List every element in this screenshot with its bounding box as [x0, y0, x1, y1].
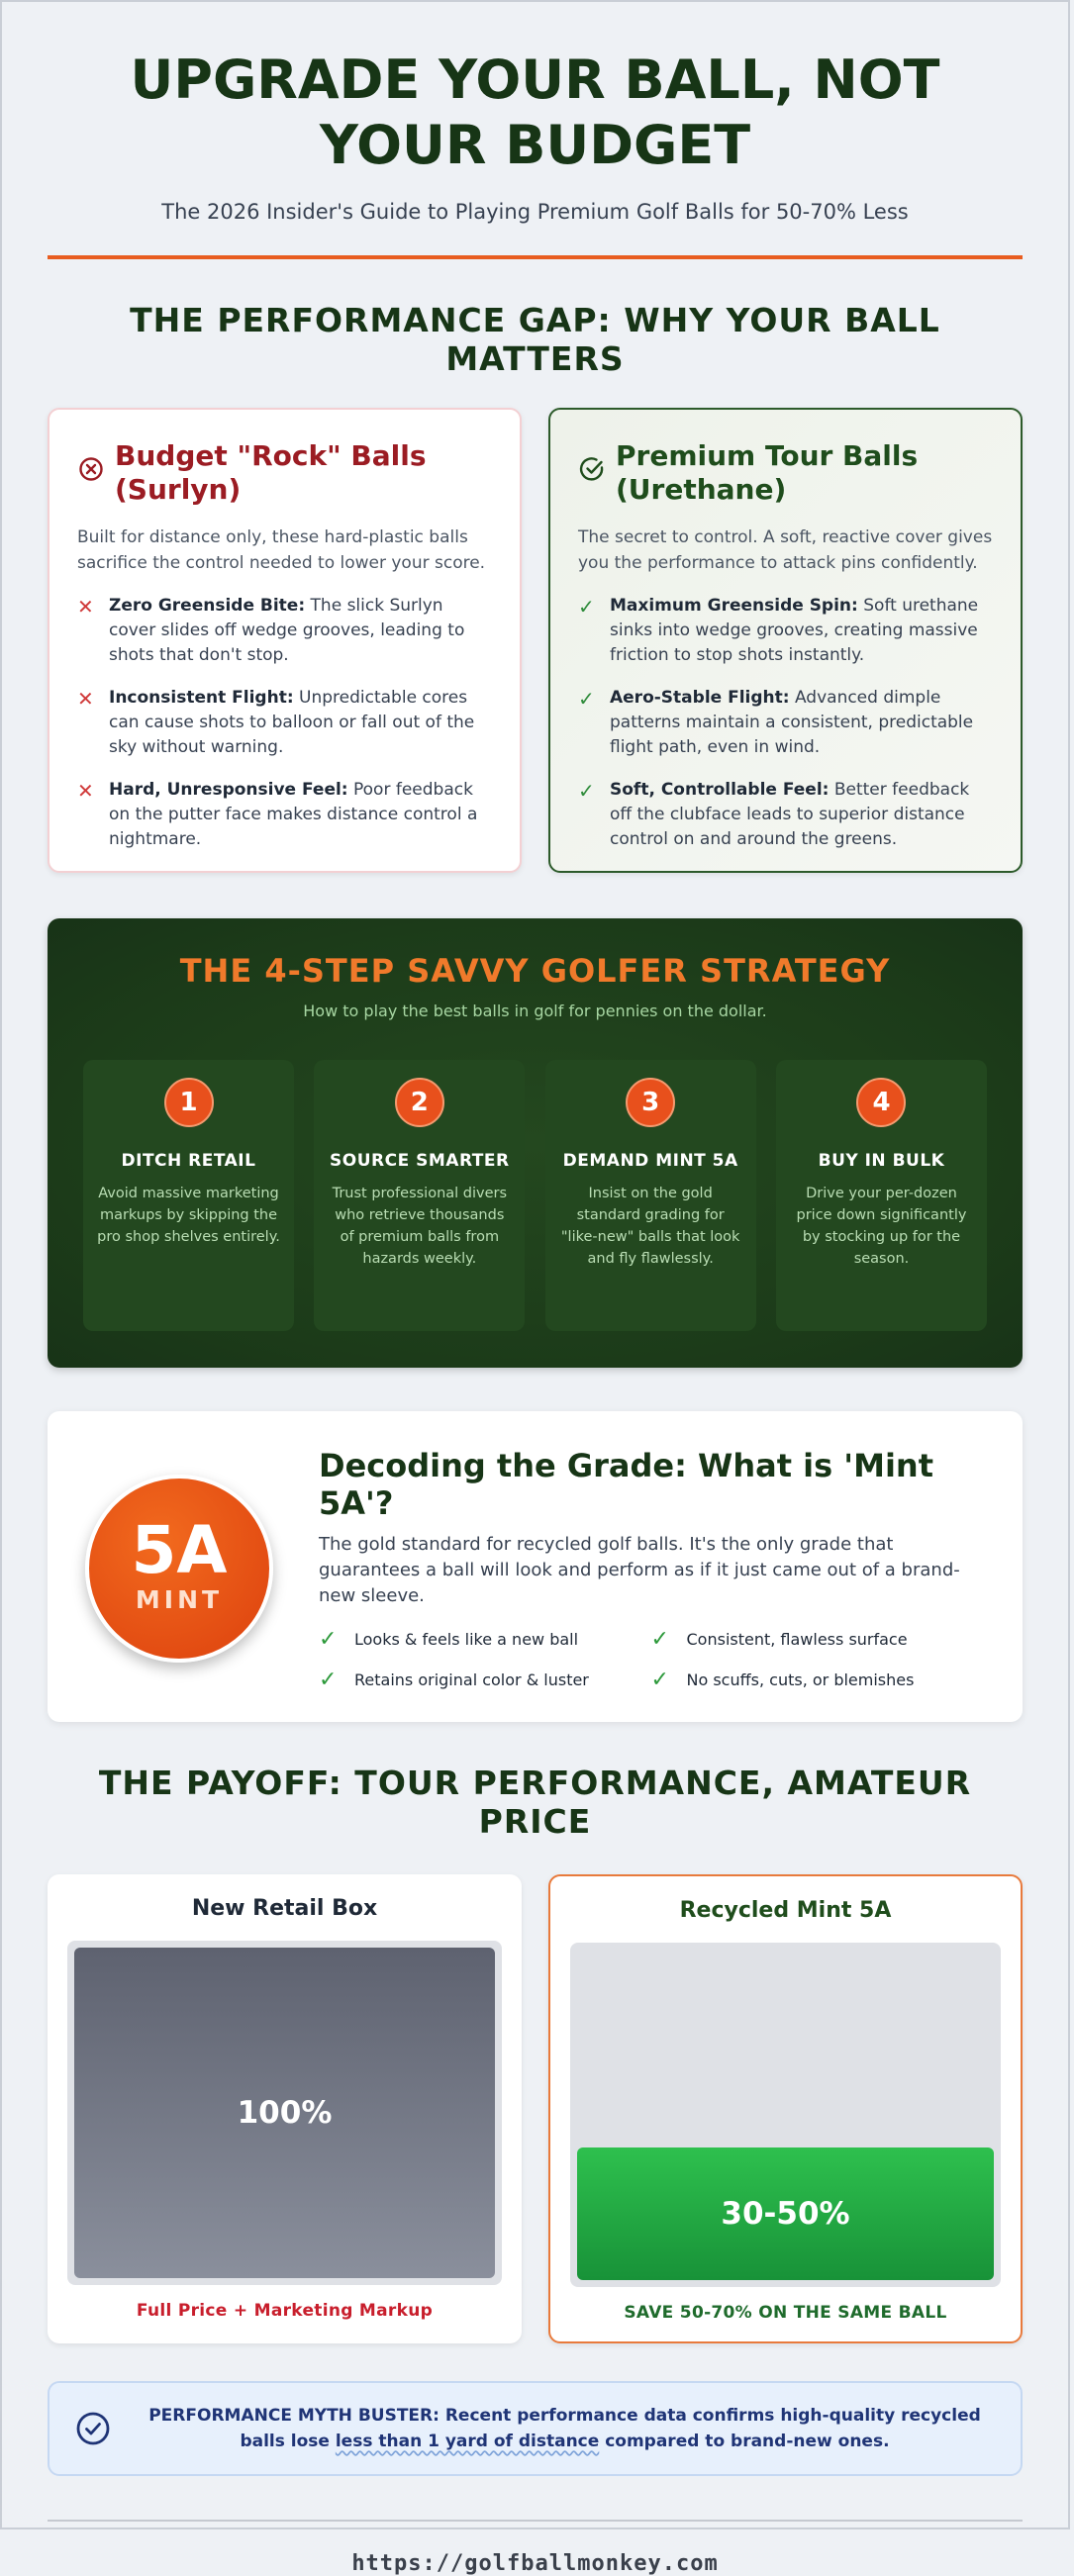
checkmark-icon: ✓ — [578, 779, 595, 803]
strategy-step — [83, 1060, 294, 1331]
checkmark-icon: ✓ — [578, 687, 595, 711]
step-description: Trust professional divers who retrieve thousands of premium balls from hazards weekly. — [332, 1186, 508, 1267]
check-circle-icon — [73, 2409, 113, 2448]
premium-feature: ✓ Soft, Controllable Feel: Better feedback off the clubface leads to superior distance control on and around the greens. — [578, 778, 993, 852]
recycled-price-bar: 30-50% — [577, 2147, 994, 2280]
step-title: DEMAND MINT 5A — [562, 1151, 738, 1171]
grade-check-item: ✓ Retains original color & luster — [319, 1668, 589, 1692]
checkmark-icon: ✓ — [578, 595, 595, 619]
step-description: Insist on the gold standard grading for "like-new" balls that look and fly flawlessly. — [560, 1186, 740, 1267]
checkmark-icon: ✓ — [650, 1668, 669, 1692]
comparison-cards — [48, 408, 1023, 873]
premium-feature: ✓ Maximum Greenside Spin: Soft urethane sinks into wedge grooves, creating massive friction to stop shots instantly. — [578, 594, 993, 668]
budget-feature: ✕ Zero Greenside Bite: The slick Surlyn cover slides off wedge grooves, leading to shots that don't stop. — [77, 594, 492, 668]
checkmark-icon: ✓ — [319, 1668, 338, 1692]
grade-check-item: ✓ No scuffs, cuts, or blemishes — [650, 1668, 915, 1692]
step-title: SOURCE SMARTER — [330, 1151, 510, 1171]
retail-price-card — [48, 1874, 522, 2343]
strategy-step — [545, 1060, 756, 1331]
step-number-badge: 3 — [626, 1078, 675, 1127]
budget-card-title: Budget "Rock" Balls (Surlyn) — [115, 439, 427, 506]
retail-caption: Full Price + Marketing Markup — [136, 2301, 434, 2321]
recycled-card-title: Recycled Mint 5A — [679, 1898, 892, 1923]
step-number-badge: 2 — [395, 1078, 444, 1127]
performance-gap-heading: THE PERFORMANCE GAP: WHY YOUR BALL MATTERS — [130, 301, 940, 378]
premium-feature: ✓ Aero-Stable Flight: Advanced dimple patterns maintain a consistent, predictable flight path, even in wind. — [578, 686, 993, 760]
grade-checklist — [319, 1627, 983, 1708]
retail-bar-track — [67, 1941, 502, 2285]
strategy-panel — [48, 918, 1023, 1368]
strategy-subtitle: How to play the best balls in golf for pennies on the dollar. — [303, 1002, 767, 1020]
page-subtitle: The 2026 Insider's Guide to Playing Premium Golf Balls for 50-70% Less — [161, 200, 909, 224]
grade-title: Decoding the Grade: What is 'Mint 5A'? — [319, 1447, 933, 1522]
page-title: UPGRADE YOUR BALL, NOT YOUR BUDGET — [130, 48, 940, 176]
recycled-caption: SAVE 50-70% ON THE SAME BALL — [624, 2303, 947, 2323]
x-mark-icon: ✕ — [77, 687, 94, 711]
mint-5a-badge: 5A MINT — [85, 1475, 273, 1663]
checkmark-icon: ✓ — [650, 1627, 669, 1652]
strategy-step — [314, 1060, 525, 1331]
step-description: Avoid massive marketing markups by skipping the pro shop shelves entirely. — [97, 1186, 280, 1245]
step-number-badge: 1 — [164, 1078, 214, 1127]
strategy-step — [776, 1060, 987, 1331]
check-circle-icon — [578, 455, 606, 483]
footer-website-link[interactable]: https://golfballmonkey.com — [351, 2551, 719, 2576]
step-title: BUY IN BULK — [818, 1151, 945, 1171]
premium-card-title: Premium Tour Balls (Urethane) — [616, 439, 919, 506]
premium-ball-card — [548, 408, 1023, 873]
x-mark-icon: ✕ — [77, 779, 94, 803]
myth-buster-callout — [48, 2381, 1023, 2476]
recycled-price-card — [548, 1874, 1023, 2343]
grade-check-item: ✓ Consistent, flawless surface — [650, 1627, 908, 1652]
step-number-badge: 4 — [856, 1078, 906, 1127]
grade-description: The gold standard for recycled golf balls. It's the only grade that guarantees a ball will look and perform as if it just came out of a brand-new sleeve. — [319, 1534, 960, 1606]
footer-divider — [48, 2520, 1023, 2522]
budget-feature: ✕ Hard, Unresponsive Feel: Poor feedback on the putter face makes distance control a nightmare. — [77, 778, 492, 852]
checkmark-icon: ✓ — [319, 1627, 338, 1652]
x-circle-icon — [77, 455, 105, 483]
step-title: DITCH RETAIL — [121, 1151, 256, 1171]
myth-buster-text: PERFORMANCE MYTH BUSTER: Recent performance data confirms high-quality recycled balls lose less than 1 yard of distance compared to brand-new ones. — [148, 2406, 981, 2451]
step-description: Drive your per-dozen price down significantly by stocking up for the season. — [796, 1186, 967, 1267]
strategy-title: THE 4-STEP SAVVY GOLFER STRATEGY — [179, 952, 891, 990]
grade-panel — [48, 1411, 1023, 1722]
retail-price-bar: 100% — [74, 1948, 495, 2278]
payoff-heading: THE PAYOFF: TOUR PERFORMANCE, AMATEUR PRICE — [98, 1764, 972, 1841]
retail-card-title: New Retail Box — [191, 1896, 378, 1921]
budget-ball-card — [48, 408, 522, 873]
premium-card-description: The secret to control. A soft, reactive cover gives you the performance to attack pins confidently. — [578, 527, 993, 573]
budget-card-description: Built for distance only, these hard-plastic balls sacrifice the control needed to lower your score. — [77, 527, 486, 573]
header-divider — [48, 255, 1023, 259]
x-mark-icon: ✕ — [77, 595, 94, 619]
grade-check-item: ✓ Looks & feels like a new ball — [319, 1627, 579, 1652]
recycled-bar-track — [570, 1943, 1001, 2287]
budget-feature: ✕ Inconsistent Flight: Unpredictable cores can cause shots to balloon or fall out of the sky without warning. — [77, 686, 492, 760]
